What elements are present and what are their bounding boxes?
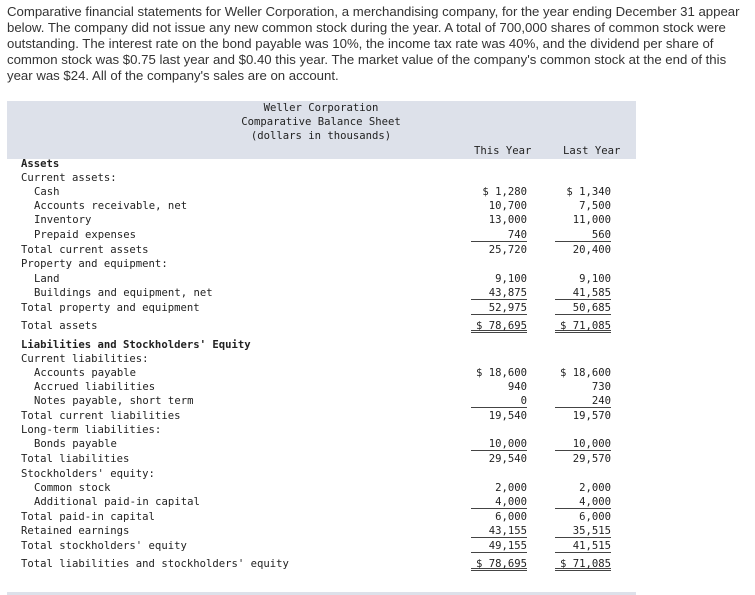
row-label: Assets xyxy=(21,158,60,170)
value-last-year: $ 71,085 xyxy=(555,319,611,333)
value-this-year: 52,975 xyxy=(471,301,527,315)
table-row xyxy=(7,366,636,380)
value-this-year: $ 18,600 xyxy=(475,367,527,379)
value-this-year: 10,700 xyxy=(488,200,527,212)
value-last-year: 2,000 xyxy=(579,482,611,494)
value-this-year: 49,155 xyxy=(471,539,527,553)
value-this-year: 29,540 xyxy=(488,453,527,465)
column-header-last-year: Last Year xyxy=(563,145,621,157)
value-last-year: 730 xyxy=(591,381,611,393)
table-row xyxy=(7,452,636,466)
value-this-year: $ 78,695 xyxy=(471,557,527,571)
table-row xyxy=(7,286,636,300)
table-row xyxy=(7,171,636,185)
value-last-year: 7,500 xyxy=(579,200,611,212)
statement-title: Comparative Balance Sheet xyxy=(241,116,401,128)
value-last-year: 20,400 xyxy=(572,244,611,256)
row-label: Accounts payable xyxy=(34,367,137,379)
value-this-year: 6,000 xyxy=(495,511,527,523)
value-this-year: 740 xyxy=(471,228,527,242)
row-label: Total liabilities and stockholders' equity xyxy=(21,558,289,570)
table-row xyxy=(7,352,636,366)
table-row xyxy=(7,185,636,199)
value-last-year: 29,570 xyxy=(572,453,611,465)
table-row xyxy=(7,409,636,423)
row-label: Additional paid-in capital xyxy=(34,496,200,508)
row-label: Total paid-in capital xyxy=(21,511,155,523)
row-label: Prepaid expenses xyxy=(34,229,137,241)
row-label: Liabilities and Stockholders' Equity xyxy=(21,339,251,351)
row-label: Buildings and equipment, net xyxy=(34,287,213,299)
value-this-year: $ 78,695 xyxy=(471,319,527,333)
value-last-year: 4,000 xyxy=(555,495,611,509)
value-this-year: $ 1,280 xyxy=(482,186,527,198)
value-this-year: 2,000 xyxy=(495,482,527,494)
value-last-year: 41,515 xyxy=(555,539,611,553)
row-label: Bonds payable xyxy=(34,438,117,450)
table-row xyxy=(7,199,636,213)
value-last-year: 41,585 xyxy=(555,286,611,300)
table-row xyxy=(7,524,636,538)
table-row xyxy=(7,423,636,437)
column-header-this-year: This Year xyxy=(474,145,532,157)
row-label: Property and equipment: xyxy=(21,258,168,270)
problem-intro-text: Comparative financial statements for Weller Corporation, a merchandising company, for the year ending December 31 appear below. The company did not issue any new common stock during the year. A total of 700,000 shares of common stock were outstanding. The interest rate on the bond payable was 10%, the income tax rate was 40%, and the dividend per share of common stock was $0.75 last year and $0.40 this year. The market value of the company's common stock at the end of this year was $24. All of the company's sales are on account. xyxy=(7,4,740,83)
value-this-year: 9,100 xyxy=(495,273,527,285)
row-label: Cash xyxy=(34,186,60,198)
value-this-year: 43,155 xyxy=(471,524,527,538)
table-row xyxy=(7,257,636,271)
value-this-year: 940 xyxy=(507,381,527,393)
row-label: Long-term liabilities: xyxy=(21,424,162,436)
row-label: Common stock xyxy=(34,482,111,494)
value-last-year: $ 18,600 xyxy=(559,367,611,379)
value-this-year: 4,000 xyxy=(471,495,527,509)
row-label: Current assets: xyxy=(21,172,117,184)
value-last-year: 19,570 xyxy=(572,410,611,422)
row-label: Inventory xyxy=(34,214,92,226)
value-this-year: 25,720 xyxy=(488,244,527,256)
table-row xyxy=(7,380,636,394)
row-label: Current liabilities: xyxy=(21,353,149,365)
table-row xyxy=(7,557,636,571)
value-this-year: 0 xyxy=(471,394,527,408)
value-last-year: 11,000 xyxy=(572,214,611,226)
row-label: Stockholders' equity: xyxy=(21,468,155,480)
table-row xyxy=(7,228,636,242)
value-this-year: 43,875 xyxy=(471,286,527,300)
row-label: Total property and equipment xyxy=(21,302,200,314)
table-row xyxy=(7,467,636,481)
value-last-year: 9,100 xyxy=(579,273,611,285)
table-row xyxy=(7,319,636,333)
value-last-year: 240 xyxy=(555,394,611,408)
table-row xyxy=(7,157,636,171)
row-label: Notes payable, short term xyxy=(34,395,194,407)
row-label: Accounts receivable, net xyxy=(34,200,188,212)
row-label: Accrued liabilities xyxy=(34,381,156,393)
table-row xyxy=(7,539,636,553)
value-last-year: 6,000 xyxy=(579,511,611,523)
table-row xyxy=(7,243,636,257)
value-last-year: 560 xyxy=(555,228,611,242)
value-last-year: 10,000 xyxy=(555,437,611,451)
row-label: Retained earnings xyxy=(21,525,130,537)
row-label: Total stockholders' equity xyxy=(21,540,187,552)
value-this-year: 19,540 xyxy=(488,410,527,422)
table-header xyxy=(7,101,636,159)
table-row xyxy=(7,272,636,286)
company-name: Weller Corporation xyxy=(263,102,379,114)
value-last-year: 50,685 xyxy=(555,301,611,315)
value-last-year: $ 1,340 xyxy=(566,186,611,198)
table-row xyxy=(7,394,636,408)
row-label: Land xyxy=(34,273,60,285)
table-row xyxy=(7,495,636,509)
row-label: Total liabilities xyxy=(21,453,130,465)
value-last-year: 35,515 xyxy=(555,524,611,538)
balance-sheet-table xyxy=(7,101,636,594)
table-row xyxy=(7,510,636,524)
row-label: Total assets xyxy=(21,320,98,332)
value-this-year: 13,000 xyxy=(488,214,527,226)
row-label: Total current assets xyxy=(21,244,149,256)
table-row xyxy=(7,338,636,352)
table-row xyxy=(7,301,636,315)
table-row xyxy=(7,213,636,227)
table-row xyxy=(7,437,636,451)
value-last-year: $ 71,085 xyxy=(555,557,611,571)
units-note: (dollars in thousands) xyxy=(250,130,392,142)
row-label: Total current liabilities xyxy=(21,410,181,422)
value-this-year: 10,000 xyxy=(471,437,527,451)
table-row xyxy=(7,481,636,495)
